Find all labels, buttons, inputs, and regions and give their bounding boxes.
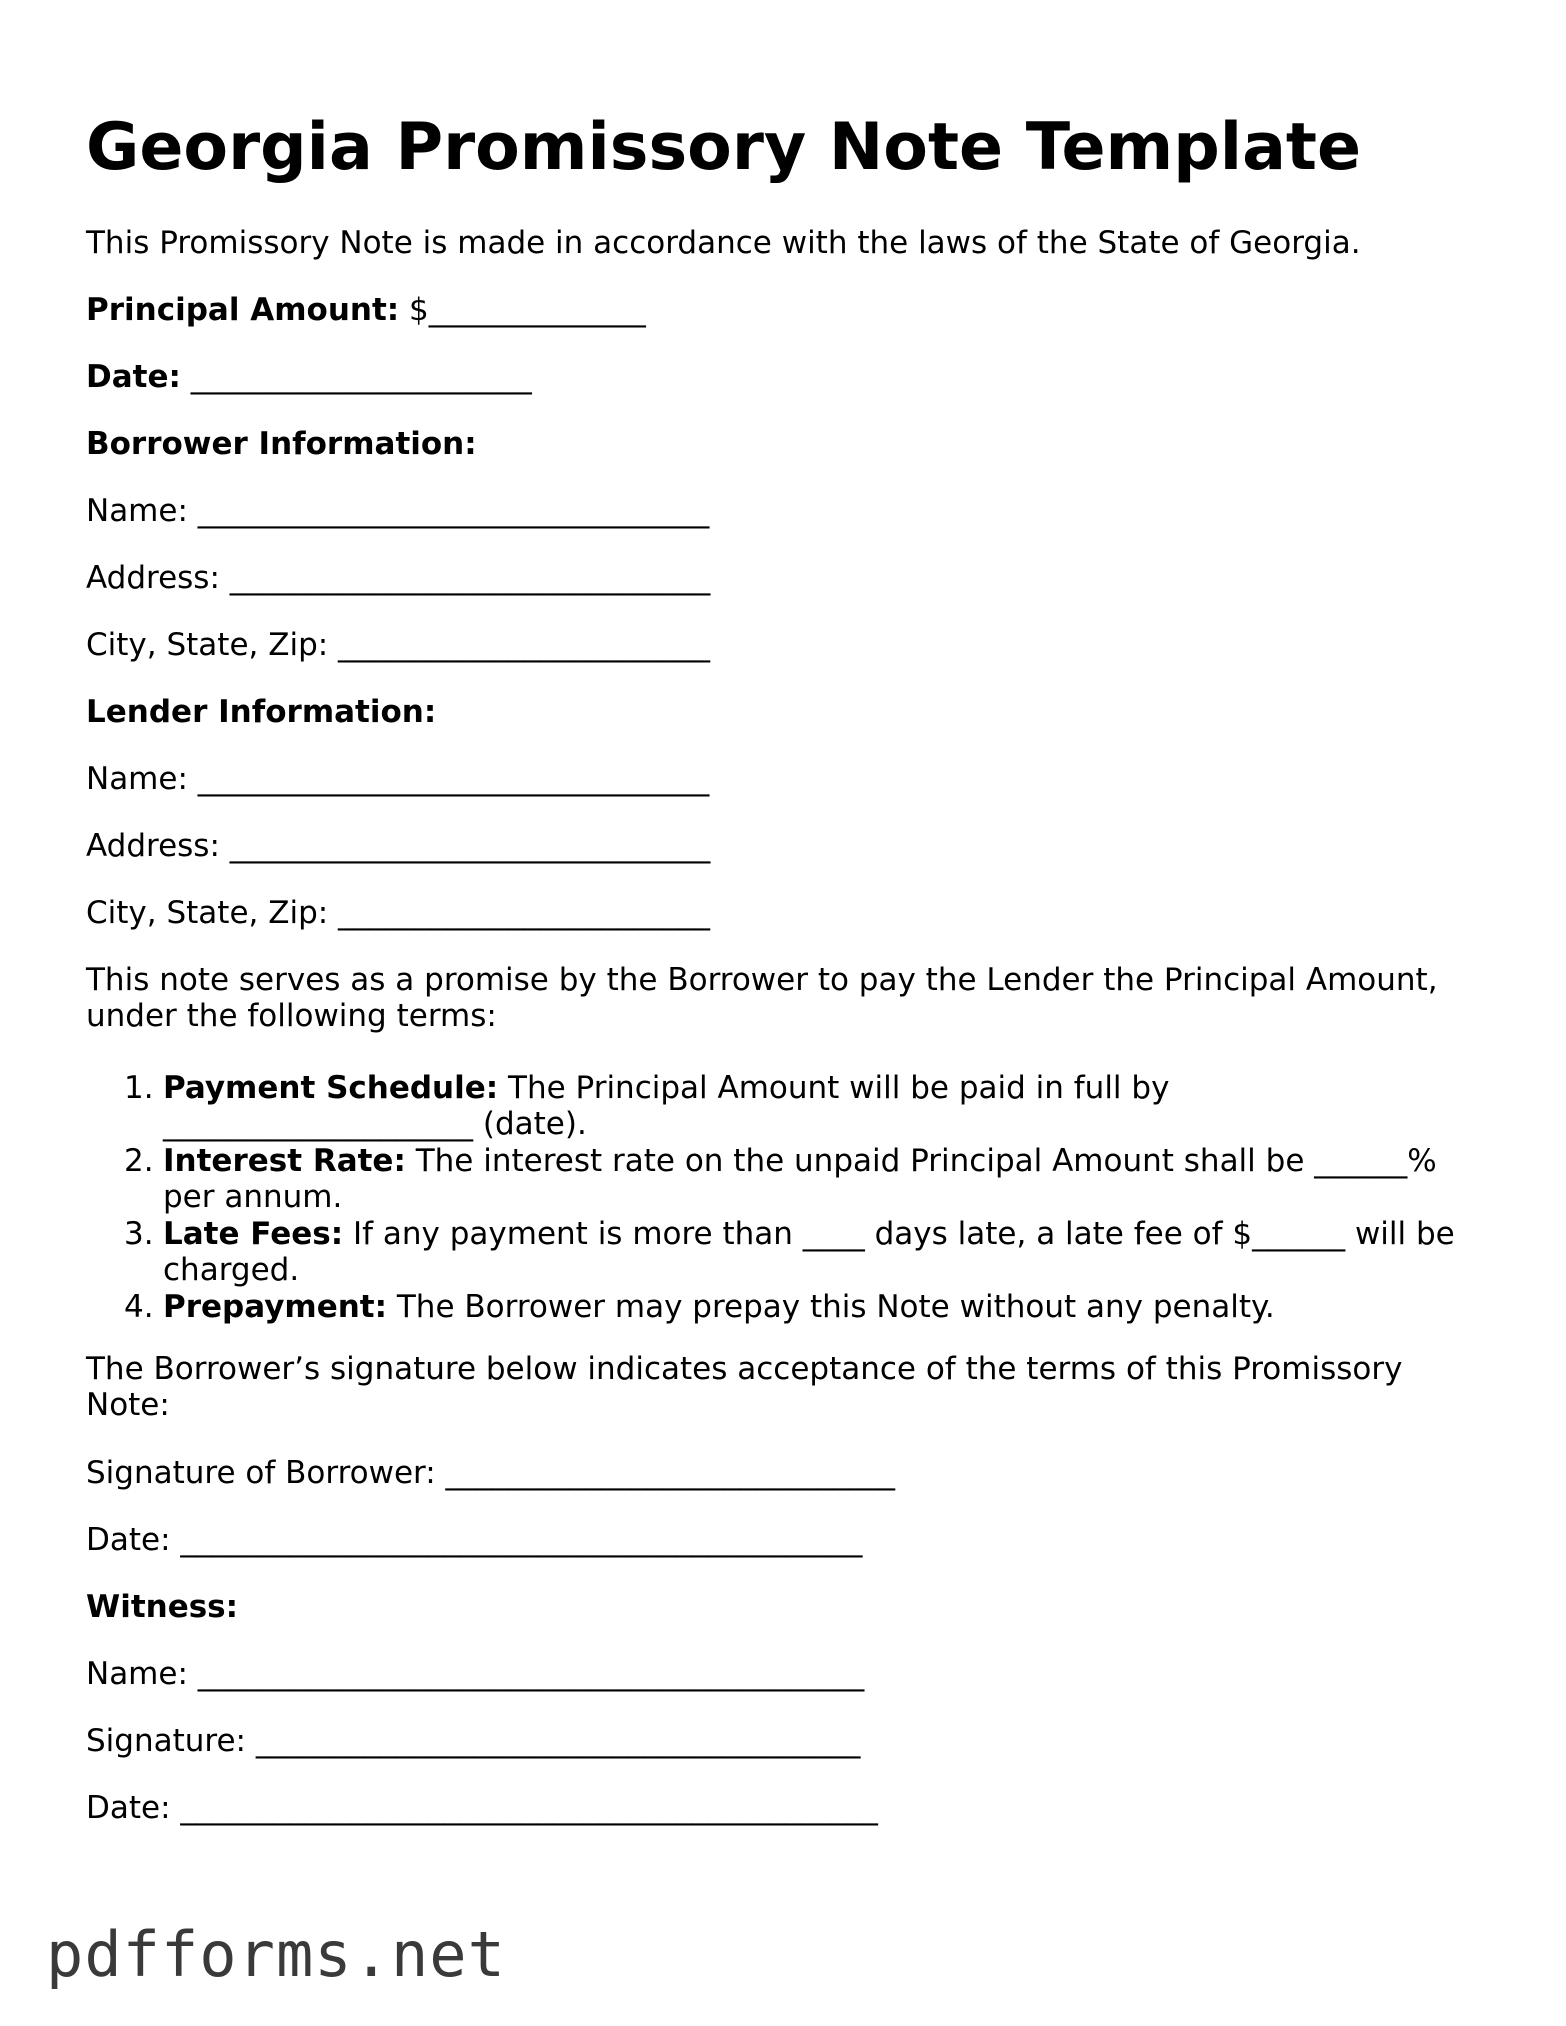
term-label: Interest Rate: xyxy=(163,1143,406,1179)
borrower-address-field[interactable]: Address: _______________________________ xyxy=(86,560,711,596)
term-label: Prepayment: xyxy=(163,1289,388,1325)
term-number: 2. xyxy=(124,1143,154,1179)
date-field[interactable] xyxy=(86,359,532,395)
term-text[interactable]: The Principal Amount will be paid in full by ____________________ (date). xyxy=(163,1070,1170,1142)
term-number: 3. xyxy=(124,1216,154,1252)
lender-city-state-zip-field[interactable]: City, State, Zip: ________________________ xyxy=(86,895,711,931)
term-number: 1. xyxy=(124,1070,154,1106)
term-number: 4. xyxy=(124,1289,154,1325)
lender-address-field[interactable]: Address: _______________________________ xyxy=(86,828,711,864)
term-label: Late Fees: xyxy=(163,1216,344,1252)
term-text[interactable]: The interest rate on the unpaid Principal Amount shall be ______% per annum. xyxy=(163,1143,1437,1215)
witness-section xyxy=(86,1589,238,1625)
term-label: Payment Schedule: xyxy=(163,1070,499,1106)
term-prepayment xyxy=(86,1289,1486,1325)
promise-text: This note serves as a promise by the Borrower to pay the Lender the Principal Amount, under the following terms: xyxy=(86,962,1438,1034)
term-late-fees xyxy=(86,1216,1486,1288)
principal-amount-blank[interactable]: $______________ xyxy=(399,292,646,328)
witness-name-field[interactable]: Name: ___________________________________________ xyxy=(86,1656,865,1692)
borrower-city-state-zip-field[interactable]: City, State, Zip: ________________________ xyxy=(86,627,711,663)
borrower-name-field[interactable]: Name: _________________________________ xyxy=(86,493,710,529)
term-text: The Borrower may prepay this Note without any penalty. xyxy=(387,1289,1275,1325)
principal-amount-label: Principal Amount: xyxy=(86,292,400,328)
lender-heading: Lender Information: xyxy=(86,694,437,730)
borrower-heading: Borrower Information: xyxy=(86,426,477,462)
witness-heading: Witness: xyxy=(86,1589,239,1625)
borrower-section xyxy=(86,426,477,462)
borrower-signature-field[interactable]: Signature of Borrower: _____________________________ xyxy=(86,1455,896,1491)
intro-text: This Promissory Note is made in accordance with the laws of the State of Georgia. xyxy=(86,225,1361,261)
date-label: Date: xyxy=(86,359,181,395)
borrower-date-field[interactable]: Date: ____________________________________________ xyxy=(86,1522,863,1558)
term-payment-schedule xyxy=(86,1070,1486,1142)
page-title: Georgia Promissory Note Template xyxy=(86,110,1362,185)
witness-date-field[interactable]: Date: _____________________________________________ xyxy=(86,1790,878,1826)
acceptance-text: The Borrower’s signature below indicates acceptance of the terms of this Promissory Note: xyxy=(86,1351,1403,1423)
watermark-logo: pdfforms.net xyxy=(46,1918,506,1991)
terms-list xyxy=(86,1070,1486,1326)
date-blank[interactable]: ______________________ xyxy=(180,359,532,395)
principal-amount-field[interactable] xyxy=(86,292,646,328)
lender-name-field[interactable]: Name: _________________________________ xyxy=(86,761,710,797)
witness-signature-field[interactable]: Signature: _______________________________________ xyxy=(86,1723,861,1759)
term-interest-rate xyxy=(86,1143,1486,1215)
term-text[interactable]: If any payment is more than ____ days late, a late fee of $______ will be charged. xyxy=(163,1216,1455,1288)
lender-section xyxy=(86,694,436,730)
